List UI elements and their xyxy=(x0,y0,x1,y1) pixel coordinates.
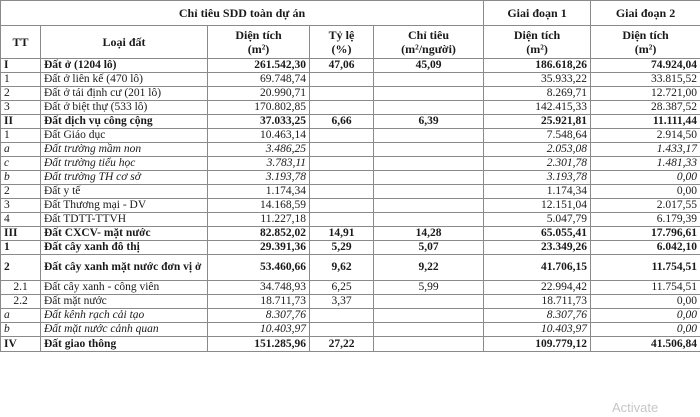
cell-phase-1-area: 186.618,26 xyxy=(484,59,591,73)
cell-land-type: Đất Thương mại - DV xyxy=(41,199,208,213)
cell-tt: 1 xyxy=(1,129,41,143)
cell-norm xyxy=(374,157,484,171)
cell-tt: b xyxy=(1,323,41,337)
cell-norm: 6,39 xyxy=(374,115,484,129)
cell-land-type: Đất mặt nước cảnh quan xyxy=(41,323,208,337)
cell-norm xyxy=(374,323,484,337)
cell-land-type: Đất cây xanh - công viên xyxy=(41,281,208,295)
cell-area: 3.486,25 xyxy=(208,143,310,157)
cell-ratio: 6,66 xyxy=(310,115,374,129)
cell-area: 37.033,25 xyxy=(208,115,310,129)
cell-ratio xyxy=(310,157,374,171)
cell-tt: III xyxy=(1,227,41,241)
cell-land-type: Đất TDTT-TTVH xyxy=(41,213,208,227)
cell-tt: IV xyxy=(1,337,41,352)
cell-land-type: Đất ở (1204 lô) xyxy=(41,59,208,73)
cell-phase-2-area: 11.754,51 xyxy=(591,255,700,281)
table-row xyxy=(1,213,700,227)
cell-area: 14.168,59 xyxy=(208,199,310,213)
cell-phase-2-area: 12.721,00 xyxy=(591,87,700,101)
cell-land-type: Đất trường mầm non xyxy=(41,143,208,157)
table-row xyxy=(1,59,700,73)
cell-phase-2-area: 28.387,52 xyxy=(591,101,700,115)
table-row xyxy=(1,143,700,157)
cell-area: 10.463,14 xyxy=(208,129,310,143)
cell-area: 261.542,30 xyxy=(208,59,310,73)
cell-ratio xyxy=(310,185,374,199)
cell-area: 1.174,34 xyxy=(208,185,310,199)
cell-area: 18.711,73 xyxy=(208,295,310,309)
table-row xyxy=(1,115,700,129)
cell-land-type: Đất cây xanh mặt nước đơn vị ở xyxy=(41,255,208,281)
cell-ratio: 27,22 xyxy=(310,337,374,352)
cell-tt: a xyxy=(1,143,41,157)
cell-land-type: Đất cây xanh đô thị xyxy=(41,241,208,255)
cell-norm xyxy=(374,213,484,227)
cell-land-type: Đất ở liên kế (470 lô) xyxy=(41,73,208,87)
activation-watermark: Activate xyxy=(612,400,659,415)
cell-area: 151.285,96 xyxy=(208,337,310,352)
cell-norm: 9,22 xyxy=(374,255,484,281)
cell-area: 29.391,36 xyxy=(208,241,310,255)
cell-phase-2-area: 41.506,84 xyxy=(591,337,700,352)
cell-phase-1-area: 10.403,97 xyxy=(484,323,591,337)
cell-phase-2-area: 0,00 xyxy=(591,295,700,309)
cell-norm xyxy=(374,73,484,87)
cell-phase-2-area: 2.017,55 xyxy=(591,199,700,213)
cell-phase-1-area: 142.415,33 xyxy=(484,101,591,115)
header-row-1 xyxy=(1,1,700,26)
cell-phase-1-area: 41.706,15 xyxy=(484,255,591,281)
cell-norm xyxy=(374,337,484,352)
table-row xyxy=(1,337,700,352)
cell-ratio: 3,37 xyxy=(310,295,374,309)
header-dien-tich-phase-1: Diện tích (m²) xyxy=(484,26,591,59)
cell-area: 170.802,85 xyxy=(208,101,310,115)
cell-norm xyxy=(374,171,484,185)
cell-norm xyxy=(374,129,484,143)
cell-phase-2-area: 11.754,51 xyxy=(591,281,700,295)
table-row xyxy=(1,199,700,213)
cell-ratio xyxy=(310,129,374,143)
header-ty-le: Tỷ lệ (%) xyxy=(310,26,374,59)
cell-ratio: 47,06 xyxy=(310,59,374,73)
cell-norm: 5,07 xyxy=(374,241,484,255)
table-row xyxy=(1,255,700,281)
cell-ratio xyxy=(310,87,374,101)
cell-norm xyxy=(374,101,484,115)
cell-norm: 5,99 xyxy=(374,281,484,295)
cell-phase-1-area: 23.349,26 xyxy=(484,241,591,255)
cell-ratio xyxy=(310,323,374,337)
cell-phase-2-area: 1.433,17 xyxy=(591,143,700,157)
cell-land-type: Đất dịch vụ công cộng xyxy=(41,115,208,129)
cell-phase-1-area: 22.994,42 xyxy=(484,281,591,295)
table-row xyxy=(1,157,700,171)
cell-phase-1-area: 5.047,79 xyxy=(484,213,591,227)
cell-land-type: Đất CXCV- mặt nước xyxy=(41,227,208,241)
cell-ratio xyxy=(310,143,374,157)
cell-phase-2-area: 0,00 xyxy=(591,171,700,185)
cell-phase-2-area: 1.481,33 xyxy=(591,157,700,171)
cell-area: 69.748,74 xyxy=(208,73,310,87)
cell-area: 10.403,97 xyxy=(208,323,310,337)
table-row xyxy=(1,227,700,241)
cell-ratio xyxy=(310,73,374,87)
cell-phase-1-area: 2.301,78 xyxy=(484,157,591,171)
cell-phase-1-area: 65.055,41 xyxy=(484,227,591,241)
cell-tt: 3 xyxy=(1,199,41,213)
cell-tt: 3 xyxy=(1,101,41,115)
cell-phase-2-area: 17.796,61 xyxy=(591,227,700,241)
header-loai-dat: Loại đất xyxy=(41,26,208,59)
cell-phase-2-area: 6.042,10 xyxy=(591,241,700,255)
cell-land-type: Đất trường tiểu học xyxy=(41,157,208,171)
cell-norm xyxy=(374,309,484,323)
cell-tt: 2.2 xyxy=(1,295,41,309)
cell-tt: 2 xyxy=(1,185,41,199)
table-row xyxy=(1,241,700,255)
cell-tt: a xyxy=(1,309,41,323)
table-row xyxy=(1,129,700,143)
cell-area: 8.307,76 xyxy=(208,309,310,323)
cell-ratio: 14,91 xyxy=(310,227,374,241)
cell-land-type: Đất mặt nước xyxy=(41,295,208,309)
cell-ratio xyxy=(310,101,374,115)
header-group-title: Chỉ tiêu SDD toàn dự án xyxy=(1,1,484,26)
cell-land-type: Đất trường TH cơ sở xyxy=(41,171,208,185)
cell-area: 20.990,71 xyxy=(208,87,310,101)
header-row-2 xyxy=(1,26,700,59)
cell-tt: c xyxy=(1,157,41,171)
cell-ratio xyxy=(310,213,374,227)
cell-norm xyxy=(374,143,484,157)
table-row xyxy=(1,87,700,101)
cell-phase-1-area: 7.548,64 xyxy=(484,129,591,143)
cell-norm xyxy=(374,185,484,199)
table-row xyxy=(1,101,700,115)
table-row xyxy=(1,309,700,323)
header-dien-tich: Diện tích (m²) xyxy=(208,26,310,59)
cell-phase-1-area: 8.307,76 xyxy=(484,309,591,323)
cell-phase-1-area: 1.174,34 xyxy=(484,185,591,199)
cell-ratio xyxy=(310,171,374,185)
cell-phase-2-area: 2.914,50 xyxy=(591,129,700,143)
cell-tt: 1 xyxy=(1,241,41,255)
cell-phase-1-area: 3.193,78 xyxy=(484,171,591,185)
cell-area: 34.748,93 xyxy=(208,281,310,295)
cell-phase-1-area: 35.933,22 xyxy=(484,73,591,87)
cell-area: 53.460,66 xyxy=(208,255,310,281)
cell-tt: 2 xyxy=(1,255,41,281)
cell-tt: 1 xyxy=(1,73,41,87)
cell-phase-2-area: 11.111,44 xyxy=(591,115,700,129)
cell-area: 82.852,02 xyxy=(208,227,310,241)
cell-tt: I xyxy=(1,59,41,73)
cell-norm: 14,28 xyxy=(374,227,484,241)
cell-phase-2-area: 6.179,39 xyxy=(591,213,700,227)
header-phase-2: Giai đoạn 2 xyxy=(591,1,700,26)
cell-tt: 2.1 xyxy=(1,281,41,295)
cell-area: 3.193,78 xyxy=(208,171,310,185)
cell-ratio: 9,62 xyxy=(310,255,374,281)
header-phase-1: Giai đoạn 1 xyxy=(484,1,591,26)
header-tt: TT xyxy=(1,26,41,59)
cell-phase-1-area: 18.711,73 xyxy=(484,295,591,309)
cell-norm: 45,09 xyxy=(374,59,484,73)
cell-ratio xyxy=(310,309,374,323)
cell-phase-1-area: 25.921,81 xyxy=(484,115,591,129)
cell-phase-2-area: 74.924,04 xyxy=(591,59,700,73)
cell-ratio: 5,29 xyxy=(310,241,374,255)
cell-phase-1-area: 109.779,12 xyxy=(484,337,591,352)
cell-tt: 4 xyxy=(1,213,41,227)
cell-norm xyxy=(374,87,484,101)
cell-land-type: Đất ở biệt thự (533 lô) xyxy=(41,101,208,115)
cell-phase-2-area: 0,00 xyxy=(591,323,700,337)
cell-land-type: Đất ở tái định cư (201 lô) xyxy=(41,87,208,101)
cell-phase-1-area: 8.269,71 xyxy=(484,87,591,101)
cell-phase-1-area: 2.053,08 xyxy=(484,143,591,157)
cell-ratio xyxy=(310,199,374,213)
cell-tt: II xyxy=(1,115,41,129)
cell-ratio: 6,25 xyxy=(310,281,374,295)
cell-tt: b xyxy=(1,171,41,185)
table-row xyxy=(1,171,700,185)
cell-land-type: Đất y tế xyxy=(41,185,208,199)
cell-land-type: Đất Giáo dục xyxy=(41,129,208,143)
table-row xyxy=(1,185,700,199)
cell-phase-2-area: 0,00 xyxy=(591,309,700,323)
header-chi-tieu: Chỉ tiêu (m²/người) xyxy=(374,26,484,59)
table-row xyxy=(1,281,700,295)
cell-land-type: Đất kênh rạch cải tạo xyxy=(41,309,208,323)
table-row xyxy=(1,295,700,309)
cell-area: 3.783,11 xyxy=(208,157,310,171)
cell-phase-2-area: 0,00 xyxy=(591,185,700,199)
cell-area: 11.227,18 xyxy=(208,213,310,227)
cell-land-type: Đất giao thông xyxy=(41,337,208,352)
cell-phase-2-area: 33.815,52 xyxy=(591,73,700,87)
cell-norm xyxy=(374,295,484,309)
table-row xyxy=(1,323,700,337)
header-dien-tich-phase-2: Diện tích (m²) xyxy=(591,26,700,59)
cell-phase-1-area: 12.151,04 xyxy=(484,199,591,213)
cell-norm xyxy=(374,199,484,213)
table-row xyxy=(1,73,700,87)
cell-tt: 2 xyxy=(1,87,41,101)
